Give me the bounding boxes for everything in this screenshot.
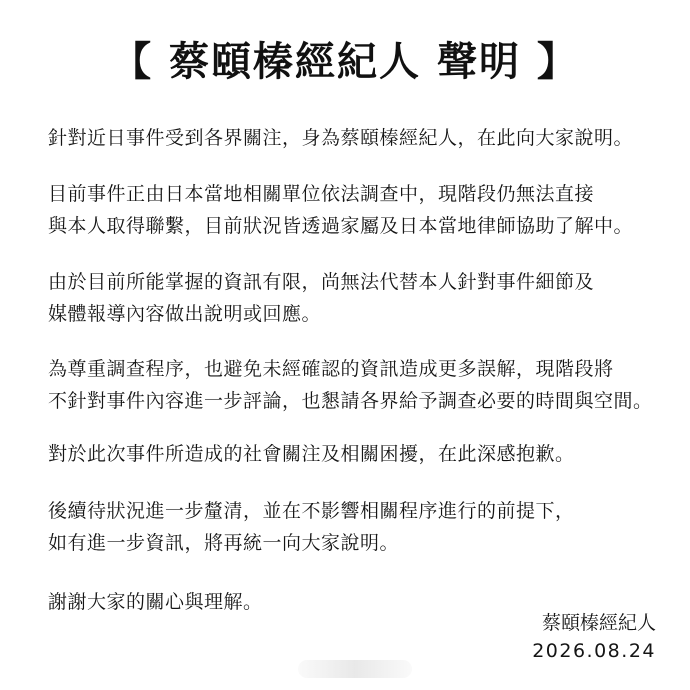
signature-name: 蔡頤榛經紀人	[541, 612, 656, 634]
paragraph-line: 由於目前所能掌握的資訊有限，尚無法代替本人針對事件細節及	[48, 271, 595, 293]
paragraph-line: 為尊重調查程序，也避免未經確認的資訊造成更多誤解，現階段將	[48, 358, 614, 380]
paragraph-line: 不針對事件內容進一步評論，也懇請各界給予調查必要的時間與空間。	[48, 390, 653, 412]
signature-date: 2026.08.24	[532, 640, 656, 662]
paragraph-line: 對於此次事件所造成的社會關注及相關困擾，在此深感抱歉。	[48, 443, 575, 465]
paragraph-investigation	[48, 178, 658, 242]
paragraph-line: 媒體報導內容做出說明或回應。	[48, 303, 322, 325]
paragraph-intro	[48, 122, 658, 154]
paragraph-line: 目前事件正由日本當地相關單位依法調查中，現階段仍無法直接	[48, 183, 595, 205]
paragraph-apology	[48, 438, 658, 470]
paragraph-line: 與本人取得聯繫，目前狀況皆透過家屬及日本當地律師協助了解中。	[48, 215, 634, 237]
paragraph-follow-up	[48, 495, 658, 559]
statement-title: 【 蔡頤榛經紀人 聲明 】	[111, 39, 579, 85]
paragraph-line: 如有進一步資訊，將再統一向大家說明。	[48, 532, 400, 554]
paragraph-limited-info	[48, 266, 658, 330]
paragraph-line: 針對近日事件受到各界關注，身為蔡頤榛經紀人，在此向大家說明。	[48, 127, 634, 149]
paragraph-line: 後續待狀況進一步釐清，並在不影響相關程序進行的前提下，	[48, 500, 575, 522]
watermark-bar	[298, 660, 412, 678]
paragraph-line: 謝謝大家的關心與理解。	[48, 591, 263, 613]
paragraph-respect-process	[48, 353, 658, 417]
